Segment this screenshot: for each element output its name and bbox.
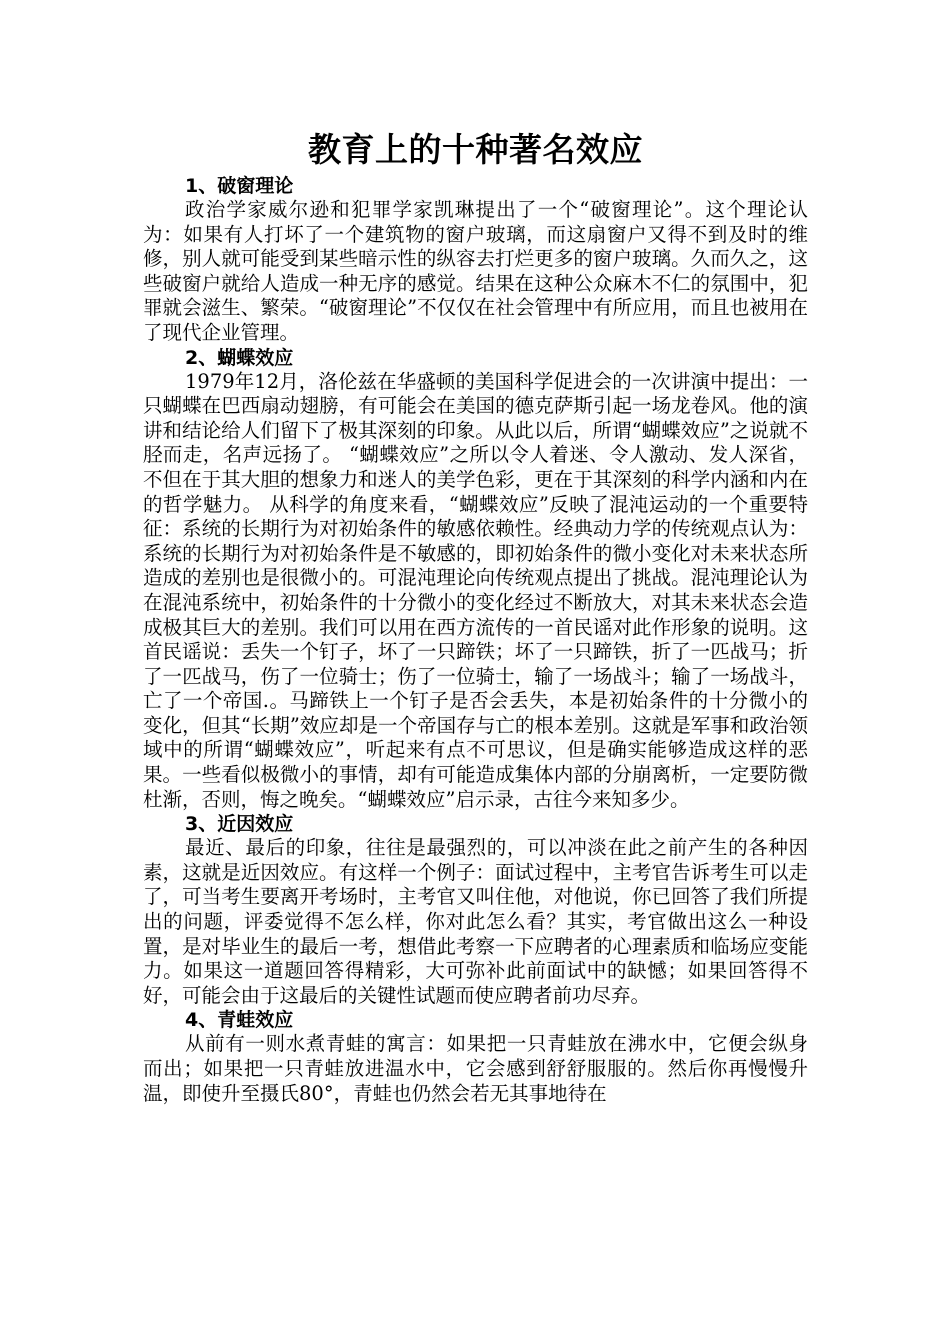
section-paragraph: 政治学家威尔逊和犯罪学家凯琳提出了一个“破窗理论”。这个理论认为：如果有人打坏了一个建筑物的窗户玻璃，而这扇窗户又得不到及时的维修，别人就可能受到某些暗示性的纵容去打烂更多的窗户玻璃。久而久之，这些破窗户就给人造成一种无序的感觉。结果在这种公众麻木不仁的氛围中，犯罪就会滋生、繁荣。“破窗理论”不仅仅在社会管理中有所应用，而且也被用在了现代企业管理。 xyxy=(143,198,808,344)
section-paragraph: 从前有一则水煮青蛙的寓言：如果把一只青蛙放在沸水中，它便会纵身而出；如果把一只青蛙放进温水中，它会感到舒舒服服的。然后你再慢慢升温，即使升至摄氏80°，青蛙也仍然会若无其事地待在 xyxy=(143,1032,808,1105)
section-heading: 4、青蛙效应 xyxy=(185,1009,294,1032)
section-heading: 2、蝴蝶效应 xyxy=(185,346,294,369)
section-paragraph: 最近、最后的印象，往往是最强烈的，可以冲淡在此之前产生的各种因素，这就是近因效应。有这样一个例子：面试过程中，主考官告诉考生可以走了，可当考生要离开考场时，主考官又叫住他，对他说，你已回答了我们所提出的问题，评委觉得不怎么样，你对此怎么看？其实，考官做出这么一种设置，是对毕业生的最后一考，想借此考察一下应聘者的心理素质和临场应变能力。如果这一道题回答得精彩，大可弥补此前面试中的缺憾；如果回答得不好，可能会由于这最后的关键性试题而使应聘者前功尽弃。 xyxy=(143,836,808,1007)
document-page xyxy=(143,128,808,1106)
section-butterfly-effect xyxy=(143,346,808,813)
section-heading: 3、近因效应 xyxy=(185,813,294,836)
section-frog-effect xyxy=(143,1008,808,1106)
document-title: 教育上的十种著名效应 xyxy=(308,130,643,169)
section-recency-effect xyxy=(143,812,808,1008)
section-broken-windows xyxy=(143,174,808,346)
section-paragraph: 1979年12月，洛伦兹在华盛顿的美国科学促进会的一次讲演中提出：一只蝴蝶在巴西扇动翅膀，有可能会在美国的德克萨斯引起一场龙卷风。他的演讲和结论给人们留下了极其深刻的印象。从此以后，所谓“蝴蝶效应”之说就不胫而走，名声远扬了。 “蝴蝶效应”之所以令人着迷、令人激动、发人深省，不但在于其大胆的想象力和迷人的美学色彩，更在于其深刻的科学内涵和内在的哲学魅力。 从科学的角度来看，“蝴蝶效应”反映了混沌运动的一个重要特征：系统的长期行为对初始条件的敏感依赖性。经典动力学的传统观点认为：系统的长期行为对初始条件是不敏感的，即初始条件的微小变化对未来状态所造成的差别也是很微小的。可混沌理论向传统观点提出了挑战。混沌理论认为在混沌系统中，初始条件的十分微小的变化经过不断放大，对其未来状态会造成极其巨大的差别。我们可以用在西方流传的一首民谣对此作形象的说明。这首民谣说：丢失一个钉子，坏了一只蹄铁；坏了一只蹄铁，折了一匹战马；折了一匹战马，伤了一位骑士；伤了一位骑士，输了一场战斗；输了一场战斗，亡了一个帝国.。马蹄铁上一个钉子是否会丢失，本是初始条件的十分微小的变化，但其“长期”效应却是一个帝国存与亡的根本差别。这就是军事和政治领域中的所谓“蝴蝶效应”，听起来有点不可思议，但是确实能够造成这样的恶果。一些看似极微小的事情，却有可能造成集体内部的分崩离析，一定要防微杜渐，否则，悔之晚矣。“蝴蝶效应”启示录，古往今来知多少。 xyxy=(143,369,808,811)
section-heading: 1、破窗理论 xyxy=(185,175,294,197)
